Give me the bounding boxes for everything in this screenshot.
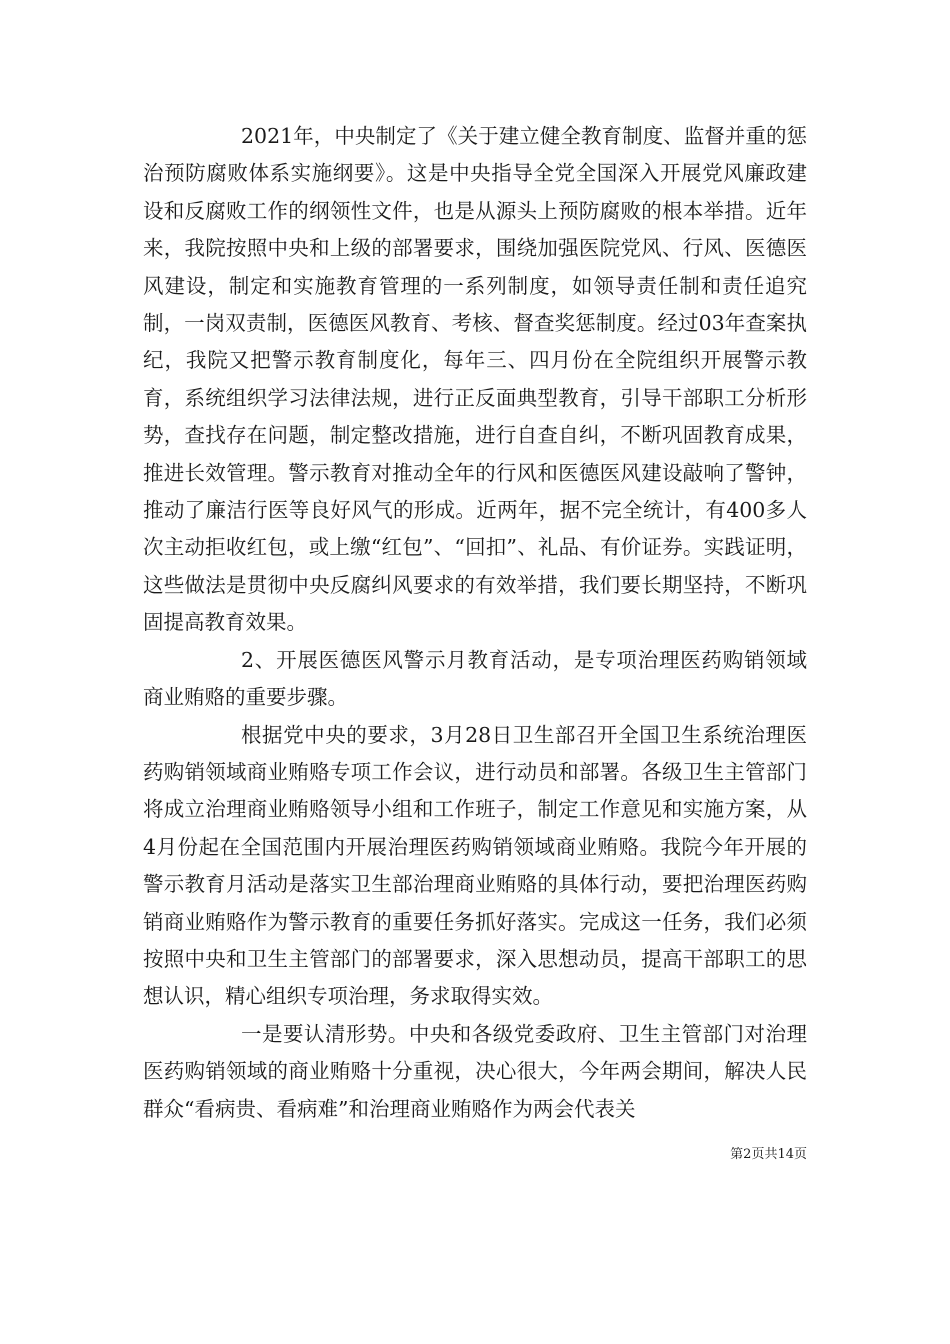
paragraph-2: 2、开展医德医风警示月教育活动，是专项治理医药购销领域商业贿赂的重要步骤。 xyxy=(143,647,807,710)
page-number-label: 第2页共14页 xyxy=(730,1147,807,1162)
page-footer xyxy=(730,1147,807,1163)
paragraph-1: 2021年，中央制定了《关于建立健全教育制度、监督并重的惩治预防腐败体系实施纲要》。这是中央指导全党全国深入开展党风廉政建设和反腐败工作的纲领性文件，也是从源头上预防腐败的根本举措。近年来，我院按照中央和上级的部署要求，围绕加强医院党风、行风、医德医风建设，制定和实施教育管理的一系列制度，如领导责任制和责任追究制，一岗双责制，医德医风教育、考核、督查奖惩制度。经过03年查案执纪，我院又把警示教育制度化，每年三、四月份在全院组织开展警示教育，系统组织学习法律法规，进行正反面典型教育，引导干部职工分析形势，查找存在问题，制定整改措施，进行自查自纠，不断巩固教育成果，推进长效管理。警示教育对推动全年的行风和医德医风建设敲响了警钟，推动了廉洁行医等良好风气的形成。近两年，据不完全统计，有400多人次主动拒收红包，或上缴“红包”、“回扣”、礼品、有价证券。实践证明，这些做法是贯彻中央反腐纠风要求的有效举措，我们要长期坚持，不断巩固提高教育效果。 xyxy=(143,124,807,635)
document-body xyxy=(143,118,807,1128)
paragraph-3: 根据党中央的要求，3月28日卫生部召开全国卫生系统治理医药购销领域商业贿赂专项工作会议，进行动员和部署。各级卫生主管部门将成立治理商业贿赂领导小组和工作班子，制定工作意见和实施方案，从4月份起在全国范围内开展治理医药购销领域商业贿赂。我院今年开展的警示教育月活动是落实卫生部治理商业贿赂的具体行动，要把治理医药购销商业贿赂作为警示教育的重要任务抓好落实。完成这一任务，我们必须按照中央和卫生主管部门的部署要求，深入思想动员，提高干部职工的思想认识，精心组织专项治理，务求取得实效。 xyxy=(143,722,807,1009)
paragraph-4: 一是要认清形势。中央和各级党委政府、卫生主管部门对治理医药购销领域的商业贿赂十分重视，决心很大，今年两会期间，解决人民群众“看病贵、看病难”和治理商业贿赂作为两会代表关 xyxy=(143,1021,807,1121)
